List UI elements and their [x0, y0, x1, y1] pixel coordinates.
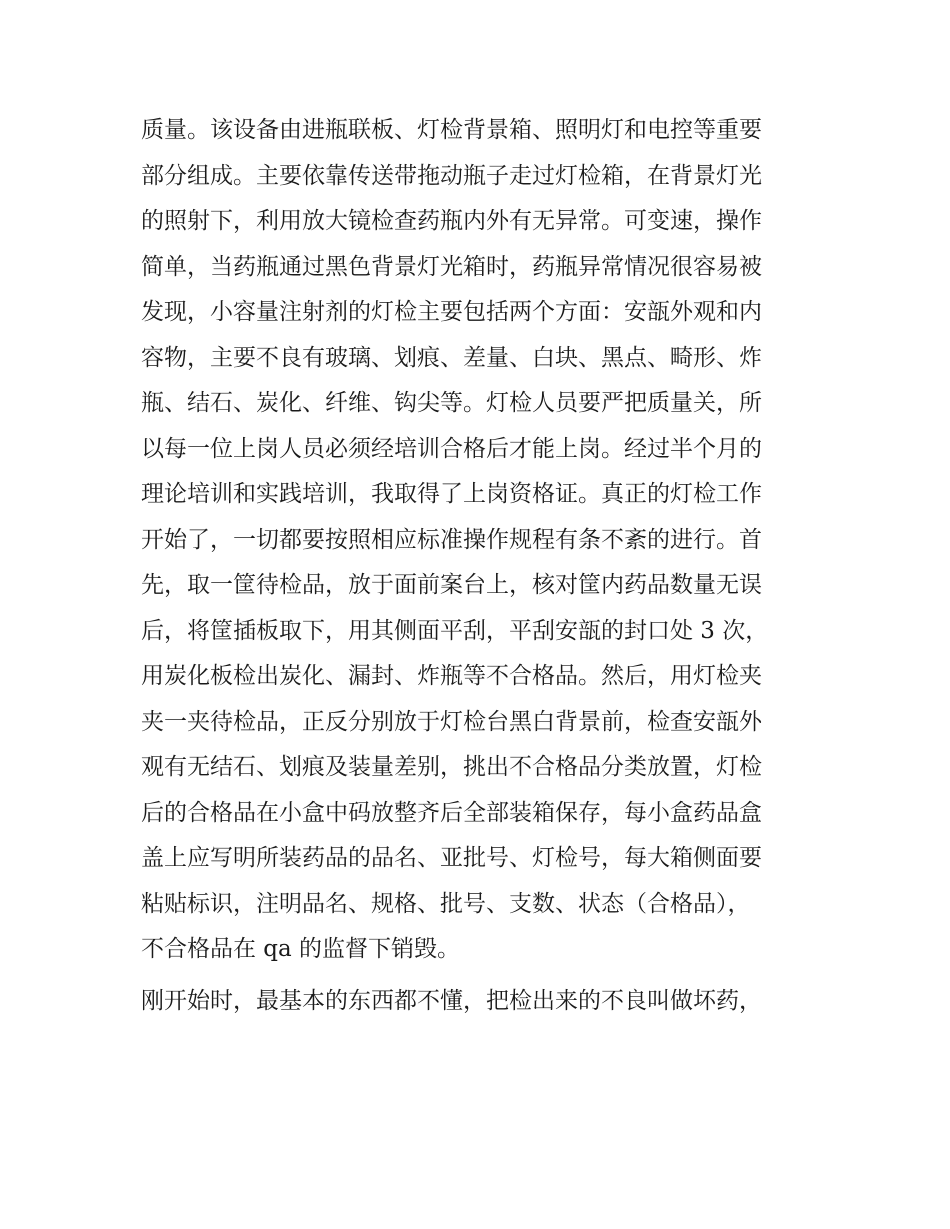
text-line: 用炭化板检出炭化、漏封、炸瓶等不合格品。然后，用灯检夹 [141, 663, 762, 689]
body-text [141, 108, 821, 1024]
text-line: 开始了，一切都要按照相应标准操作规程有条不紊的进行。首 [141, 526, 762, 553]
text-line: 后，将筐插板取下，用其侧面平刮，平刮安瓿的封口处 3 次， [141, 617, 769, 644]
text-line: 的照射下，利用放大镜检查药瓶内外有无异常。可变速，操作 [141, 208, 762, 234]
text-line: 简单，当药瓶通过黑色背景灯光箱时，药瓶异常情况很容易被 [141, 253, 762, 280]
text-line: 盖上应写明所装药品的品名、亚批号、灯检号，每大箱侧面要 [141, 845, 762, 871]
text-line: 理论培训和实践培训，我取得了上岗资格证。真正的灯检工作 [141, 481, 762, 507]
text-line: 发现，小容量注射剂的灯检主要包括两个方面：安瓿外观和内 [141, 299, 762, 325]
text-line: 刚开始时，最基本的东西都不懂，把检出来的不良叫做坏药， [141, 987, 762, 1014]
text-line: 容物，主要不良有玻璃、划痕、差量、白块、黑点、畸形、炸 [141, 344, 762, 371]
paragraph [141, 108, 821, 973]
paragraph [141, 979, 821, 1025]
text-line: 不合格品在 qa 的监督下销毁。 [141, 936, 461, 962]
text-line: 观有无结石、划痕及装量差别，挑出不合格品分类放置，灯检 [141, 754, 762, 780]
text-line: 瓶、结石、炭化、纤维、钩尖等。灯检人员要严把质量关，所 [141, 390, 762, 416]
text-line: 夹一夹待检品，正反分别放于灯检台黑白背景前，检查安瓿外 [141, 708, 762, 735]
text-line: 部分组成。主要依靠传送带拖动瓶子走过灯检箱，在背景灯光 [141, 162, 762, 189]
text-line: 先，取一筐待检品，放于面前案台上，核对筐内药品数量无误 [141, 572, 762, 598]
text-line: 后的合格品在小盒中码放整齐后全部装箱保存，每小盒药品盒 [141, 799, 762, 826]
text-line: 质量。该设备由进瓶联板、灯检背景箱、照明灯和电控等重要 [141, 117, 762, 143]
text-line: 以每一位上岗人员必须经培训合格后才能上岗。经过半个月的 [141, 435, 762, 462]
text-line: 粘贴标识，注明品名、规格、批号、支数、状态（合格品）， [141, 890, 751, 917]
